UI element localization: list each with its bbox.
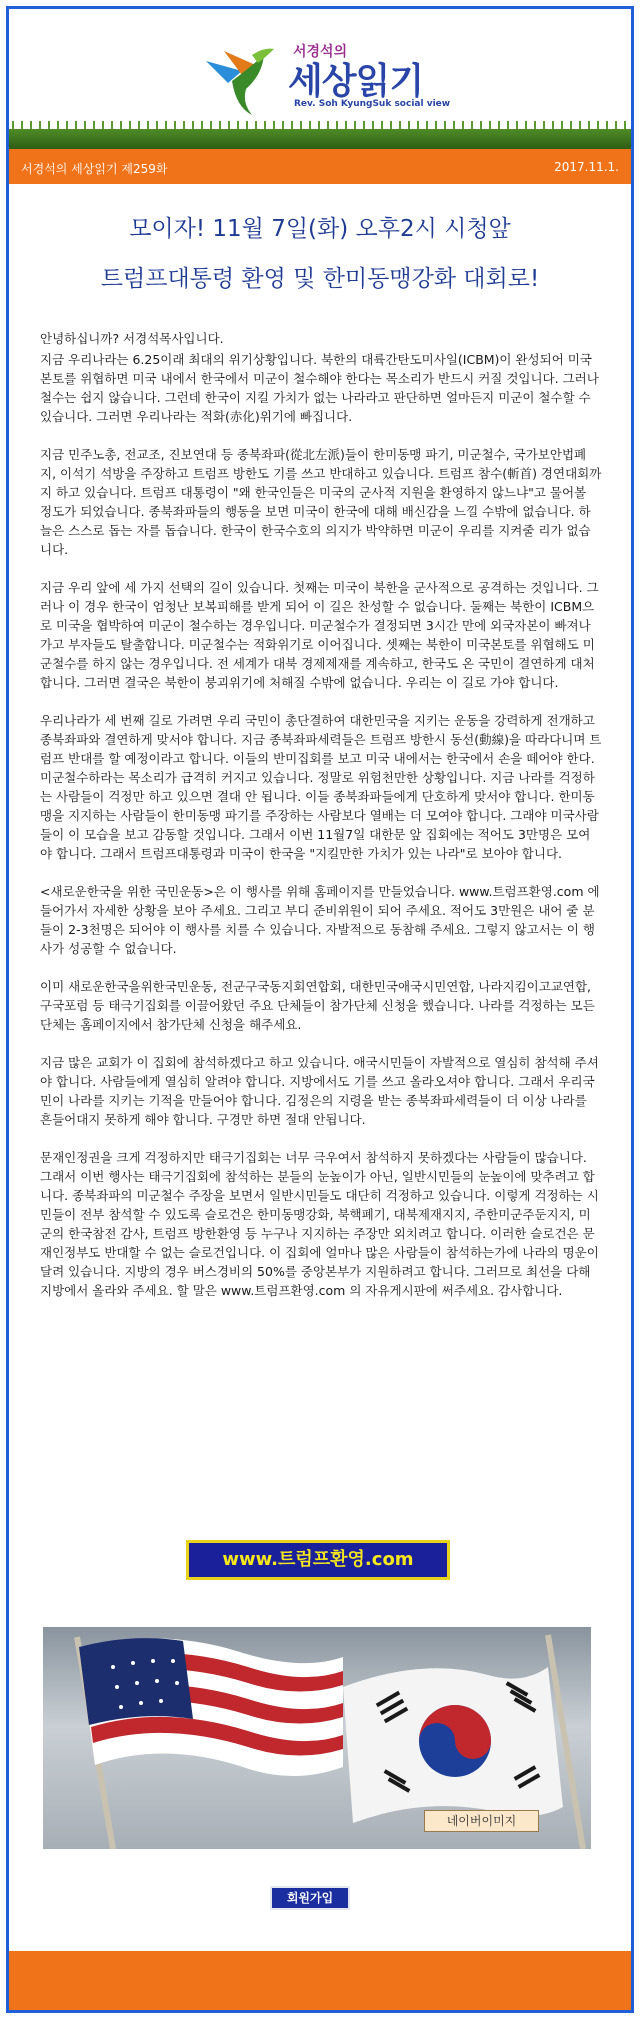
newsletter-frame [6,6,634,2013]
paragraph: 지금 우리나라는 6.25이래 최대의 위기상황입니다. 북한의 대륙간탄도미사일(ICBM)이 완성되어 미국본토를 위협하면 미국 내에서 한국에서 미군이 철수해야 한다는 목소리가 반드시 커질 것입니다. 그러나 철수는 쉽지 않습니다. 그런데 한국이 지킬 가치가 없는 나라라고 판단하면 얼마든지 미군이 철수할 수 있습니다. 그러면 우리나라는 적화(赤化)위기에 빠집니다. [40,352,599,424]
logo-small-text: 서경석의 [293,44,348,60]
footer-bar [9,1951,631,2010]
join-member-button[interactable]: 회원가입 [270,1886,350,1910]
paragraph: 지금 민주노총, 전교조, 진보연대 등 종북좌파(從北左派)들이 한미동맹 파기, 미군철수, 국가보안법폐지, 이석기 석방을 주장하고 트럼프 방한도 기를 쓰고 반대하고 있습니다. 트럼프 참수(斬首) 경연대회까지 하고 있습니다. 트럼프 대통령이 "왜 한국인들은 미국의 군사적 지원을 환영하지 않느냐"고 물어볼 정도가 되었습니다. 종북좌파들의 행동을 보면 미국이 한국에 대해 배신감을 느낄 수밖에 없습니다. 하늘은 스스로 돕는 자를 돕습니다. 한국이 한국수호의 의지가 박약하면 미군이 우리를 지켜줄 리가 없습니다. [40,447,602,557]
issue-date: 2017.11.1. [554,160,619,174]
logo-bird-icon [202,41,292,119]
photo-caption: 네이버이미지 [424,1810,539,1832]
paragraph: 문재인정권을 크게 걱정하지만 태극기집회는 너무 극우여서 참석하지 못하겠다는 사람들이 많습니다. 그래서 이번 행사는 태극기집회에 참석하는 분들의 눈높이가 아닌, 일반시민들의 눈높이에 맞추려고 합니다. 종북좌파의 미군철수 주장을 보면서 일반시민들도 대단히 걱정하고 있습니다. 이렇게 걱정하는 시민들이 전부 참석할 수 있도록 슬로건은 한미동맹강화, 북핵폐기, 대북제재지지, 주한미군주둔지지, 미군의 한국참전 감사, 트럼프 방한환영 등 누구나 지지하는 주장만 외치려고 합니다. 이러한 슬로건은 문재인정부도 반대할 수 없는 슬로건입니다. 이 집회에 얼마나 많은 사람들이 참석하는가에 나라의 명운이 달려 있습니다. 지방의 경우 버스경비의 50%를 중앙본부가 지원하려고 합니다. 그러므로 최선을 다해 지방에서 올라와 주세요. 할 말은 www.트럼프환영.com 의 자유게시판에 써주세요. 감사합니다. [40,1150,599,1298]
logo-subtitle: Rev. Soh KyungSuk social view [294,99,451,109]
logo-title: 세상읽기 [288,61,424,102]
article-body [40,329,602,1319]
headline-line-2: 트럼프대통령 환영 및 한미동맹강화 대회로! [100,266,540,292]
us-flag-icon [77,1637,343,1849]
issue-label: 서경석의 세상읽기 제259화 [21,162,168,176]
header [9,9,631,149]
paragraph: 지금 많은 교회가 이 집회에 참석하겠다고 하고 있습니다. 애국시민들이 자발적으로 열심히 참석해 주셔야 합니다. 사람들에게 열심히 알려야 합니다. 지방에서도 기를 쓰고 올라오셔야 합니다. 그래서 우리국민이 나라를 지키는 기적을 만들어야 합니다. 김정은의 지령을 받는 종북좌파세력들이 더 이상 나라를 흔들어대지 못하게 해야 합니다. 구경만 하면 절대 안됩니다. [40,1055,599,1127]
greeting: 안녕하십니까? 서경석목사입니다. [40,331,224,346]
paragraph: 이미 새로운한국을위한국민운동, 전군구국동지회연합회, 대한민국애국시민연합, 나라지킴이고교연합, 구국포럼 등 태극기집회를 이끌어왔던 주요 단체들이 참가단체 신청을 했습니다. 나라를 걱정하는 모든 단체는 홈페이지에서 참가단체 신청을 해주세요. [40,979,595,1032]
site-link-banner[interactable]: www.트럼프환영.com [186,1540,450,1580]
headline-line-1: 모이자! 11월 7일(화) 오후2시 시청앞 [129,216,511,242]
paragraph: <새로운한국을 위한 국민운동>은 이 행사를 위해 홈페이지를 만들었습니다. www.트럼프환영.com 에 들어가서 자세한 상황을 보아 주세요. 그리고 부디 준비위원이 되어 주세요. 적어도 3만원은 내어 줄 분들이 2-3천명은 되어야 이 행사를 치를 수 있습니다. 자발적으로 동참해 주세요. 그렇지 않고서는 이 행사가 성공할 수 없습니다. [40,884,600,956]
paragraph: 우리나라가 세 번째 길로 가려면 우리 국민이 총단결하여 대한민국을 지키는 운동을 강력하게 전개하고 종북좌파와 결연하게 맞서야 합니다. 지금 종북좌파세력들은 트럼프 방한시 동선(動線)을 따라다니며 트럼프 반대를 할 예정이라고 합니다. 이들의 반미집회를 보고 미국 내에서는 한국에서 손을 떼어야 한다. 미군철수하라는 목소리가 급격히 커지고 있습니다. 정말로 위험천만한 상황입니다. 지금 나라를 걱정하는 사람들이 걱정만 하고 있으면 결대 안 됩니다. 이들 종북좌파들에게 단호하게 맞서야 합니다. 한미동맹을 지지하는 사람들이 한미동맹 파기를 주장하는 사람보다 열배는 더 모여야 합니다. 그래야 미국사람들이 이 모습을 보고 감동할 것입니다. 그래서 이번 11월7일 대한문 앞 집회에는 적어도 3만명은 모여야 합니다. 그래서 트럼프대통령과 미국이 한국을 "지킬만한 가치가 있는 나라"로 보아야 합니다. [40,713,602,861]
grass-strip [9,129,631,149]
logo [202,41,502,119]
issue-bar [9,149,631,184]
paragraph: 지금 우리 앞에 세 가지 선택의 길이 있습니다. 첫째는 미국이 북한을 군사적으로 공격하는 것입니다. 그러나 이 경우 한국이 엄청난 보복피해를 받게 되어 이 길은 찬성할 수 없습니다. 둘째는 북한이 ICBM으로 미국을 협박하여 미군이 철수하는 경우입니다. 미군철수가 결정되면 3시간 만에 외국자본이 빠져나가고 부자들도 탈출합니다. 미군철수는 적화위기로 이어집니다. 셋째는 북한이 미국본토를 위협해도 미군철수를 하지 않는 경우입니다. 전 세계가 대북 경제제재를 계속하고, 한국도 온 국민이 결연하게 대처합니다. 그러면 결국은 북한이 붕괴위기에 처해질 수밖에 없습니다. 우리는 이 길로 가야 합니다. [40,580,599,690]
